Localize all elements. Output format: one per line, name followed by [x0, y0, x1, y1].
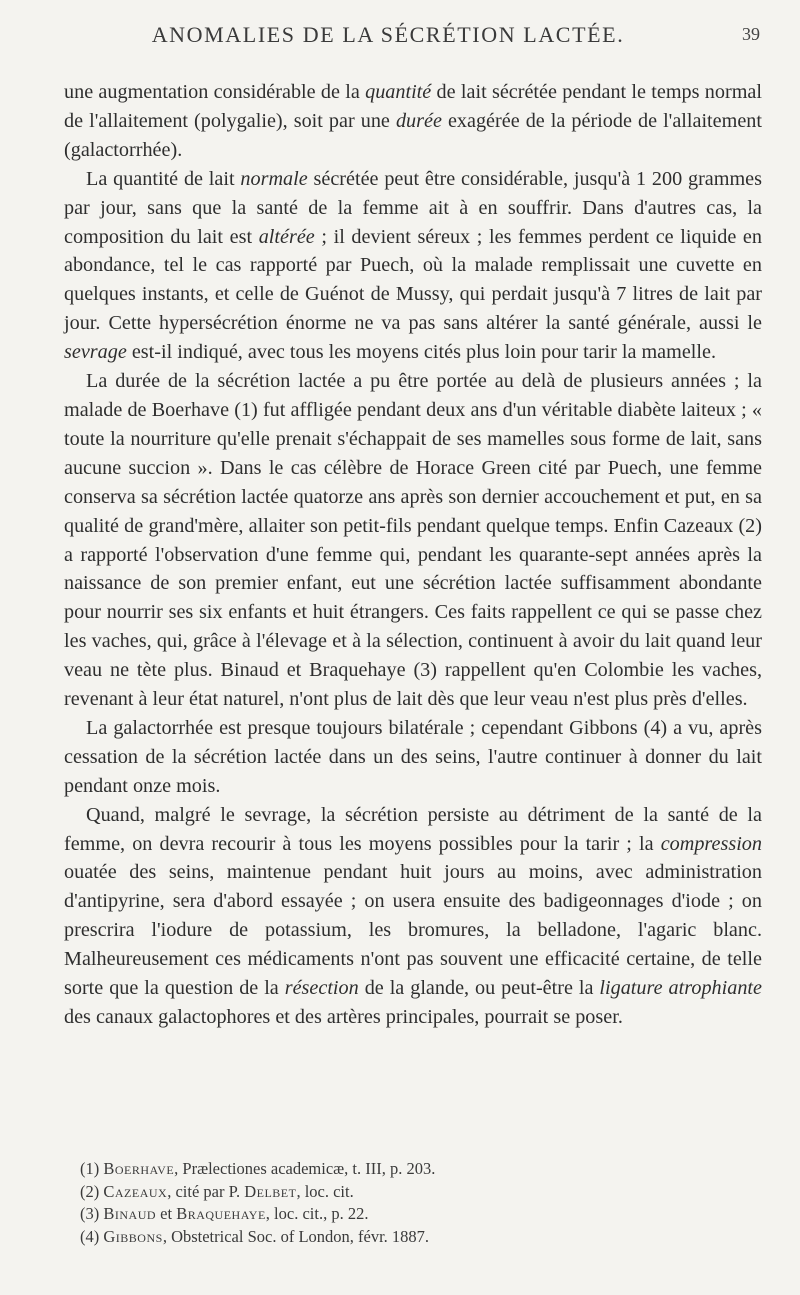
text-run: des canaux galactophores et des artères principales, pourrait se poser. [64, 1006, 623, 1028]
paragraph [64, 165, 762, 367]
footnote-author: Gibbons [103, 1226, 163, 1246]
footnotes [80, 1158, 760, 1248]
footnote-text: , loc. cit. [296, 1181, 354, 1201]
paragraph [64, 801, 762, 1032]
text-run: La galactorrhée est presque toujours bilatérale ; cependant Gibbons (4) a vu, après cessation de la sécrétion lactée dans un des seins, l'autre continuer à donner du lait pendant onze mois. [64, 716, 762, 797]
footnote [80, 1158, 760, 1181]
footnote-author: Braquehaye [176, 1204, 266, 1223]
text-run: est-il indiqué, avec tous les moyens cités plus loin pour tarir la mamelle. [126, 341, 717, 364]
italic-run: sevrage [64, 341, 127, 364]
italic-run: ligature atrophiante [599, 977, 762, 1000]
footnote-author: Boerhave [103, 1159, 175, 1178]
footnote-text: , cité par P. [167, 1181, 245, 1201]
paragraph [64, 714, 762, 801]
text-run: une augmentation considérable de la [64, 81, 366, 103]
running-head [0, 20, 800, 56]
paragraph [64, 78, 762, 165]
footnote-author: Cazeaux [103, 1181, 168, 1201]
text-run: Quand, malgré le sevrage, la sécrétion persiste au détriment de la santé de la femme, on devra recourir à tous les moyens possibles pour la tarir ; la [64, 803, 762, 855]
footnote-text: , loc. cit., p. 22. [265, 1204, 369, 1223]
footnote [80, 1226, 760, 1249]
footnote [80, 1181, 760, 1204]
italic-run: normale [240, 167, 308, 190]
paragraph [64, 367, 762, 714]
running-title: ANOMALIES DE LA SÉCRÉTION LACTÉE. [151, 22, 625, 47]
footnote-number: (2) [80, 1181, 100, 1201]
text-run: de lait sécrétée pendant le temps normal de l'allaitement (polygalie), soit par une [64, 81, 762, 132]
footnote-number: (1) [80, 1159, 100, 1178]
page-number: 39 [742, 24, 760, 44]
footnote-author: Delbet [244, 1181, 297, 1201]
footnote-text: , Prælectiones academicæ, t. III, p. 203. [174, 1159, 436, 1178]
footnote-number: (3) [80, 1204, 100, 1223]
footnote-text: , Obstetrical Soc. of London, févr. 1887. [162, 1226, 430, 1246]
text-run: de la glande, ou peut-être la [358, 977, 600, 1000]
italic-run: altérée [258, 225, 315, 248]
italic-run: durée [395, 109, 442, 132]
text-run: exagérée de la période de l'allaitement (galactorrhée). [64, 109, 762, 161]
body-text [64, 78, 762, 1032]
text-run: La quantité de lait [86, 167, 241, 190]
footnote [80, 1203, 760, 1226]
footnote-text: et [156, 1204, 177, 1223]
italic-run: compression [660, 832, 762, 855]
footnote-author: Binaud [103, 1204, 157, 1223]
text-run: sécrétée peut être considérable, jusqu'à 1 200 grammes par jour, sans que la santé de la femme ait à en souffrir. Dans d'autres cas, la composition du lait est [64, 167, 762, 248]
text-run: ouatée des seins, maintenue pendant huit jours au moins, avec administration d'antipyrine, sera d'abord essayée ; on usera ensuite des badigeonnages d'iode ; on prescrira l'iodure de potassium, les bromures, la belladone, l'agaric blanc. Malheureusement ces médicaments n'ont pas souvent une efficacité certaine, de telle sorte que la question de la [64, 861, 762, 1000]
text-run: La durée de la sécrétion lactée a pu être portée au delà de plusieurs années ; la malade de Boerhave (1) fut affligée pendant deux ans d'un véritable diabète laiteux ; « toute la nourriture qu'elle prenait s'échappait de ses mamelles sous forme de lait, sans aucune succion ». Dans le cas célèbre de Horace Green cité par Puech, une femme conserva sa sécrétion lactée quatorze ans après son dernier accouchement et put, en sa qualité de grand'mère, allaiter son petit-fils pendant quelque temps. Enfin Cazeaux (2) a rapporté l'observation d'une femme qui, pendant les quarante-sept années après la naissance de son premier enfant, eut une sécrétion lactée suffisamment abondante pour nourrir ses six enfants et huit étrangers. Ces faits rappellent ce qui se passe chez les vaches, qui, grâce à l'élevage et à la sélection, continuent à avoir du lait quand leur veau ne tète plus. Binaud et Braquehaye (3) rappellent qu'en Colombie les vaches, revenant à leur état naturel, n'ont plus de lait dès que leur veau n'est plus près d'elles. [64, 370, 762, 711]
italic-run: résection [284, 977, 359, 1000]
footnote-number: (4) [80, 1226, 100, 1246]
text-run: ; il devient séreux ; les femmes perdent ce liquide en abondance, tel le cas rapporté par Puech, où la malade remplissait une cuvette en quelques instants, et celle de Guénot de Mussy, qui perdait jusqu'à 7 litres de lait par jour. Cette hypersécrétion énorme ne va pas sans altérer la santé générale, aussi le [64, 225, 762, 335]
italic-run: quantité [365, 81, 432, 103]
